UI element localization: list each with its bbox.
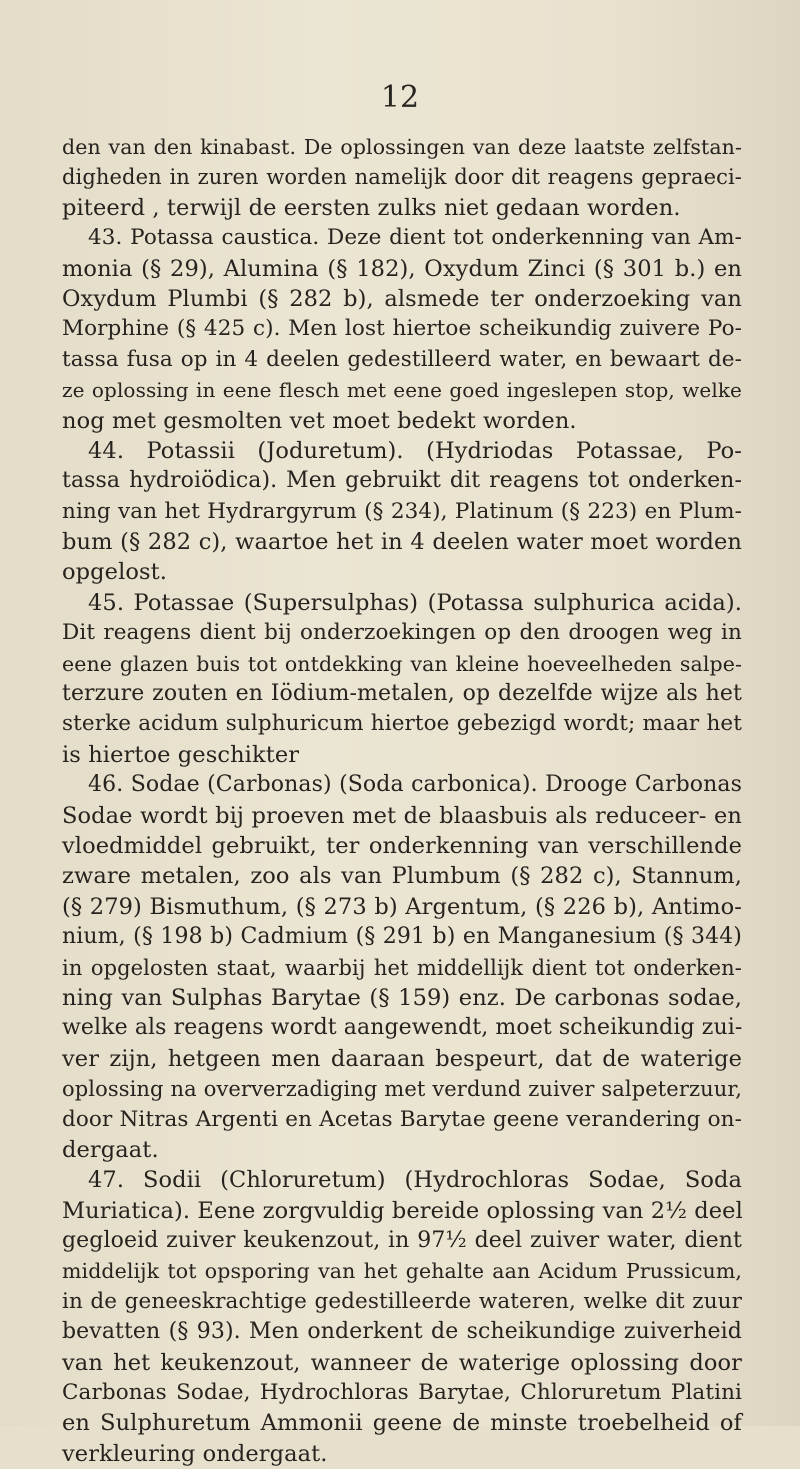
text-line: vloedmiddel gebruikt, ter onderkenning van verschillende bbox=[62, 832, 742, 859]
text-line: 43. Potassa caustica. Deze dient tot onderkenning van Am- bbox=[88, 225, 742, 251]
text-line: 46. Sodae (Carbonas) (Soda carbonica). Drooge Carbonas bbox=[88, 772, 742, 798]
text-line: dergaat. bbox=[62, 1136, 159, 1163]
text-line: in de geneeskrachtige gedestilleerde wateren, welke dit zuur bbox=[62, 1288, 742, 1314]
text-line: opgelost. bbox=[62, 559, 168, 586]
text-line: tassa fusa op in 4 deelen gedestilleerd water, en bewaart de- bbox=[62, 346, 742, 372]
text-line: en Sulphuretum Ammonii geene de minste troebelheid of bbox=[62, 1410, 742, 1437]
text-line: van het keukenzout, wanneer de waterige oplossing door bbox=[62, 1349, 742, 1376]
text-line: Carbonas Sodae, Hydrochloras Barytae, Chloruretum Platini bbox=[62, 1380, 742, 1406]
text-line: tassa hydroiödica). Men gebruikt dit reagens tot onderken- bbox=[62, 468, 742, 494]
text-line: Dit reagens dient bij onderzoekingen op den droogen weg in bbox=[62, 620, 742, 646]
text-line: ning van het Hydrargyrum (§ 234), Platinum (§ 223) en Plum- bbox=[62, 498, 742, 524]
text-line: Morphine (§ 425 c). Men lost hiertoe scheikundig zuivere Po- bbox=[62, 316, 742, 342]
text-line: Oxydum Plumbi (§ 282 b), alsmede ter onderzoeking van bbox=[62, 285, 742, 312]
page-number: 12 bbox=[380, 80, 420, 115]
text-line: Muriatica). Eene zorgvuldig bereide oplossing van 2½ deel bbox=[62, 1197, 743, 1224]
text-line: 44. Potassii (Joduretum). (Hydriodas Potassae, Po- bbox=[88, 437, 742, 464]
text-line: 47. Sodii (Chloruretum) (Hydrochloras Sodae, Soda bbox=[88, 1167, 742, 1194]
text-line: verkleuring ondergaat. bbox=[62, 1440, 328, 1467]
text-line: piteerd , terwijl de eersten zulks niet gedaan worden. bbox=[62, 194, 681, 221]
text-line: ver zijn, hetgeen men daaraan bespeurt, dat de waterige bbox=[62, 1045, 742, 1072]
text-line: zware metalen, zoo als van Plumbum (§ 282 c), Stannum, bbox=[62, 863, 742, 890]
text-line: nium, (§ 198 b) Cadmium (§ 291 b) en Manganesium (§ 344) bbox=[62, 924, 742, 950]
text-line: door Nitras Argenti en Acetas Barytae geene verandering on- bbox=[62, 1106, 742, 1132]
text-line: welke als reagens wordt aangewendt, moet scheikundig zui- bbox=[62, 1015, 743, 1041]
text-line: Sodae wordt bij proeven met de blaasbuis als reduceer- en bbox=[62, 802, 742, 829]
text-line: den van den kinabast. De oplossingen van deze laatste zelfstan- bbox=[62, 135, 742, 159]
text-line: gegloeid zuiver keukenzout, in 97½ deel zuiver water, dient bbox=[62, 1228, 742, 1254]
text-line: nog met gesmolten vet moet bedekt worden. bbox=[62, 407, 577, 434]
text-line: sterke acidum sulphuricum hiertoe gebezigd wordt; maar het bbox=[62, 711, 742, 737]
text-line: is hiertoe geschikter bbox=[62, 741, 300, 768]
text-line: bevatten (§ 93). Men onderkent de scheikundige zuiverheid bbox=[62, 1319, 742, 1345]
body-text bbox=[62, 132, 742, 1469]
text-line: (§ 279) Bismuthum, (§ 273 b) Argentum, (§ 226 b), Antimo- bbox=[62, 893, 742, 920]
text-line: oplossing na oververzadiging met verdund zuiver salpeterzuur, bbox=[62, 1077, 742, 1102]
text-line: 45. Potassae (Supersulphas) (Potassa sulphurica acida). bbox=[88, 589, 742, 616]
text-line: terzure zouten en Iödium-metalen, op dezelfde wijze als het bbox=[62, 681, 742, 707]
text-line: ze oplossing in eene flesch met eene goed ingeslepen stop, welke bbox=[62, 378, 742, 403]
text-line: bum (§ 282 c), waartoe het in 4 deelen water moet worden bbox=[62, 529, 742, 556]
text-line: in opgelosten staat, waarbij het middellijk dient tot onderken- bbox=[62, 955, 742, 980]
text-line: monia (§ 29), Alumina (§ 182), Oxydum Zinci (§ 301 b.) en bbox=[62, 255, 742, 282]
text-line: digheden in zuren worden namelijk door dit reagens gepraeci- bbox=[62, 165, 742, 190]
text-line: eene glazen buis tot ontdekking van kleine hoeveelheden salpe- bbox=[62, 651, 742, 676]
text-line: ning van Sulphas Barytae (§ 159) enz. De carbonas sodae, bbox=[62, 984, 742, 1011]
text-line: middelijk tot opsporing van het gehalte aan Acidum Prussicum, bbox=[62, 1259, 742, 1284]
